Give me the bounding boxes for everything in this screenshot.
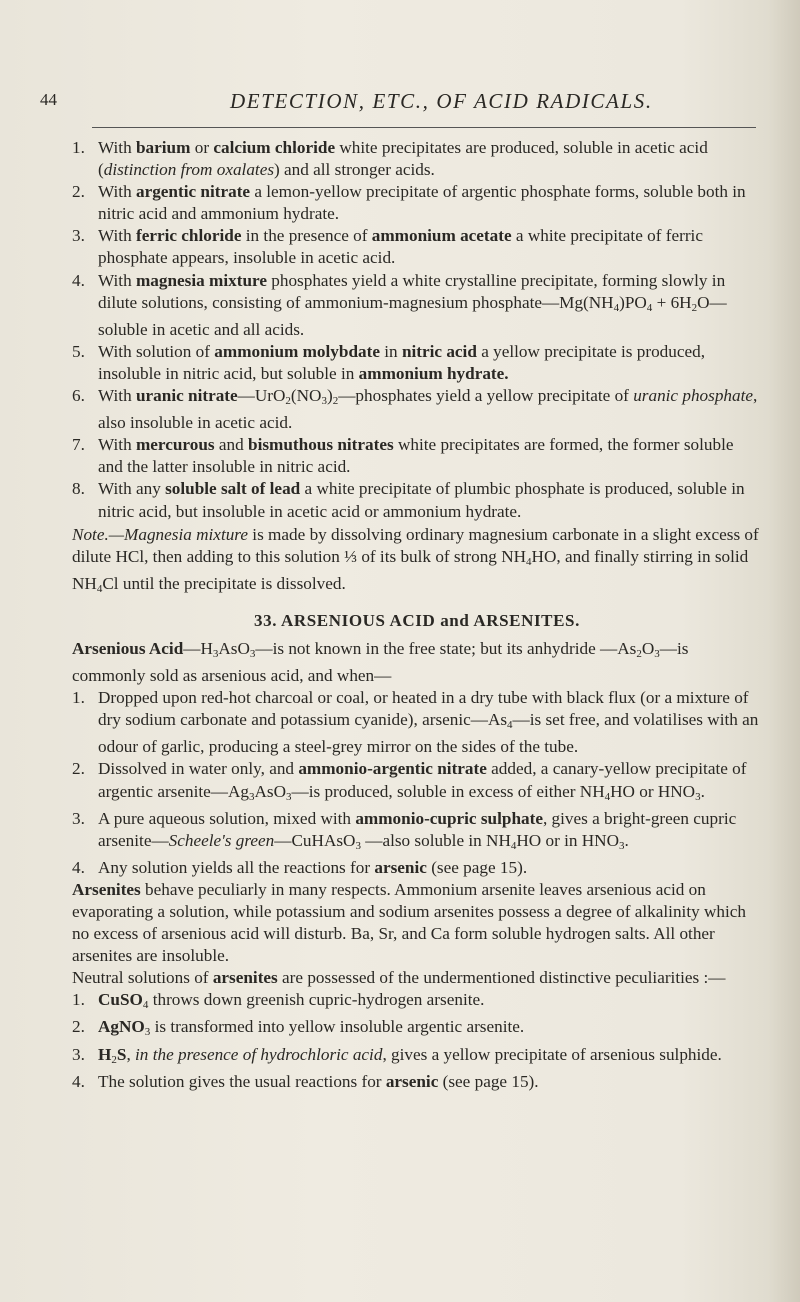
text-run: is made by dissolving ordinary magnesium carbonate in a slight excess of dilute HCl, then adding to this solution ⅓ of its bulk of strong NH — [72, 524, 759, 566]
item-number: 3. — [72, 808, 85, 828]
item-text — [98, 181, 762, 225]
text-run: , also insoluble in acetic acid. — [98, 386, 758, 433]
text-run: With — [98, 435, 136, 455]
text-run: in the presence of — [241, 226, 372, 246]
neutral-solutions-paragraph — [72, 967, 762, 989]
phosphate-reaction-item — [72, 137, 762, 181]
italic-term: Scheele's green — [168, 830, 275, 850]
item-text — [98, 385, 762, 434]
text-run: AsO — [218, 638, 250, 658]
item-number: 6. — [72, 386, 85, 406]
item-number: 5. — [72, 341, 85, 361]
bold-term: Arsenious Acid — [72, 638, 184, 658]
item-text — [98, 1016, 762, 1043]
bold-term: barium — [135, 138, 191, 157]
header-rule — [92, 127, 756, 128]
text-run: —also soluble in NH — [360, 830, 511, 850]
bold-term: ammonium molybdate — [214, 341, 380, 361]
bold-term: ammonio-cupric sulphate — [355, 808, 543, 828]
item-text — [98, 137, 762, 181]
arsenious-acid-intro — [72, 638, 762, 687]
item-number: 8. — [72, 479, 85, 499]
magnesia-note — [72, 524, 762, 600]
phosphate-reaction-item — [72, 341, 762, 385]
item-number: 3. — [72, 1044, 85, 1064]
text-run: Dissolved in water only, and — [98, 759, 299, 779]
text-run: —phosphates yield a yellow precipitate of — [338, 386, 634, 406]
text-run: Neutral solutions of — [72, 968, 213, 988]
bold-term: arsenic — [374, 857, 427, 877]
subscript: 4 — [604, 790, 611, 803]
item-text — [98, 1071, 762, 1093]
phosphate-reaction-item — [72, 478, 762, 522]
bold-term: ferric chloride — [135, 226, 242, 246]
text-run: AsO — [254, 781, 286, 801]
bold-term: bismuthous nitrates — [248, 435, 394, 455]
text-run: —is produced, soluble in excess of either NH — [291, 781, 605, 801]
item-number: 1. — [72, 138, 85, 157]
arsenite-reaction-item — [72, 1016, 762, 1043]
text-run: or — [190, 138, 214, 157]
arsenious-reaction-item — [72, 687, 762, 758]
bold-term: nitric acid — [401, 341, 477, 361]
text-run: (NO — [290, 386, 322, 406]
italic-term: distinction from oxalates — [103, 160, 275, 180]
page-header — [40, 90, 760, 120]
text-run: With — [98, 138, 136, 157]
item-number: 1. — [72, 990, 85, 1010]
text-run: (see page 15). — [438, 1071, 539, 1091]
text-run: a white precipitate of ferric phosphate appears, insoluble in acetic acid. — [98, 226, 703, 268]
text-run: —is not known in the free state; but its anhydride —As — [255, 638, 637, 658]
running-head: DETECTION, ETC., OF ACID RADICALS. — [230, 89, 653, 113]
item-text — [98, 808, 762, 857]
item-text — [98, 478, 762, 522]
item-text — [98, 687, 762, 758]
bold-term: ammonium acetate — [371, 226, 512, 246]
text-run: and — [214, 435, 249, 455]
bold-term: Arsenites — [72, 879, 141, 899]
bold-term: AgNO — [98, 1017, 145, 1037]
text-run: A pure aqueous solution, mixed with — [98, 808, 356, 828]
subscript: 3 — [321, 395, 327, 408]
subscript: 2 — [691, 301, 698, 314]
phosphate-reaction-item — [72, 181, 762, 225]
item-number: 1. — [72, 688, 85, 708]
subscript: 3 — [695, 790, 701, 803]
subscript: 3 — [144, 1026, 151, 1039]
text-run: phosphates yield a white crystalline precipitate, forming slowly in dilute solutions, consisting of ammonium-magnesium phosphate—Mg(NH — [98, 270, 726, 312]
text-run: a yellow precipitate is produced, insoluble in nitric acid, but soluble in — [98, 341, 706, 383]
text-run: a lemon-yellow precipitate of argentic phosphate forms, soluble both in nitric acid and ammonium hydrate. — [98, 182, 746, 224]
subscript: 3 — [212, 647, 219, 660]
text-run: added, a canary-yellow precipitate of argentic arsenite—Ag — [98, 759, 747, 801]
item-text — [98, 1044, 762, 1071]
text-run: . — [624, 830, 629, 850]
item-text — [98, 758, 762, 807]
item-text — [98, 270, 762, 341]
text-run: HO or HNO — [610, 781, 696, 801]
text-run: . — [700, 781, 705, 801]
text-run: is transformed into yellow insoluble argentic arsenite. — [150, 1017, 525, 1037]
subscript: 3 — [355, 839, 361, 852]
subscript: 4 — [613, 301, 620, 314]
item-number: 4. — [72, 857, 85, 877]
italic-term: uranic phosphate — [633, 386, 754, 406]
subscript: 3 — [619, 839, 625, 852]
text-run: —is commonly sold as arsenious acid, and when— — [72, 638, 689, 686]
bold-term: soluble salt of lead — [165, 479, 301, 499]
bold-term: S — [116, 1044, 127, 1064]
text-run: —CuHAsO — [274, 830, 356, 850]
subscript: 2 — [285, 395, 291, 408]
text-run: a white precipitate of plumbic phosphate is produced, soluble in nitric acid, but insoluble in acetic acid or ammonium hydrate. — [98, 479, 745, 521]
bold-term: calcium chloride — [213, 138, 336, 157]
text-run: are possessed of the undermentioned distinctive peculiarities :— — [277, 968, 726, 988]
text-run: HO, and finally stirring in solid NH — [72, 546, 749, 593]
bold-term: CuSO — [98, 990, 143, 1010]
arsenious-reaction-item — [72, 808, 762, 857]
text-run: With — [98, 226, 136, 246]
bold-term: argentic nitrate — [135, 182, 251, 202]
subscript: 4 — [142, 999, 149, 1012]
bold-term: H — [98, 1044, 112, 1064]
item-number: 4. — [72, 1071, 85, 1091]
item-number: 7. — [72, 435, 85, 455]
subscript: 2 — [636, 647, 642, 660]
subscript: 3 — [248, 790, 255, 803]
text-run: —is set free, and volatilises with an odour of garlic, producing a steel-grey mirror on the sides of the tube. — [98, 710, 759, 757]
text-run: With any — [98, 479, 166, 499]
text-run: )PO — [619, 292, 647, 312]
arsenious-reaction-item — [72, 758, 762, 807]
bold-term: arsenites — [212, 968, 278, 988]
text-run: Cl until the precipitate is dissolved. — [102, 573, 346, 593]
phosphate-reaction-item — [72, 270, 762, 341]
item-number: 4. — [72, 270, 85, 290]
item-number: 3. — [72, 226, 85, 246]
text-run: With — [98, 182, 136, 202]
text-run: With — [98, 386, 136, 406]
text-run: Dropped upon red-hot charcoal or coal, or heated in a dry tube with black flux (or a mixture of dry sodium carbonate and potassium cyanide), arsenic—As — [98, 688, 749, 730]
text-run: O—soluble in acetic and all acids. — [98, 292, 727, 339]
phosphate-reaction-item — [72, 225, 762, 269]
text-run: behave peculiarly in many respects. Ammonium arsenite leaves arsenious acid on evaporating a solution, while potassium and sodium arsenites possess a degree of alkalinity which no excess of arsenious acid will disturb. Ba, Sr, and Ca form soluble hydrogen salts. All other arsenites are insoluble. — [72, 879, 746, 966]
arsenites-paragraph — [72, 879, 762, 967]
italic-term: in the presence of hydrochloric acid — [135, 1044, 383, 1064]
arsenite-reaction-item — [72, 1071, 762, 1093]
text-run: The solution gives the usual reactions for — [98, 1071, 386, 1091]
phosphate-reactions-list — [72, 137, 762, 523]
text-run: O — [641, 638, 655, 658]
bold-term: ammonio-argentic nitrate — [298, 759, 487, 779]
text-run: Any solution yields all the reactions for — [98, 857, 375, 877]
arsenite-reactions-list — [72, 989, 762, 1092]
subscript: 4 — [510, 839, 517, 852]
text-run: , gives a bright-green cupric arsenite— — [98, 808, 737, 850]
text-run: —UrO — [237, 386, 286, 406]
text-run: With — [98, 270, 136, 290]
item-text — [98, 989, 762, 1016]
bold-term: mercurous — [135, 435, 215, 455]
section-title: 33. ARSENIOUS ACID and ARSENITES. — [254, 610, 580, 630]
subscript: 2 — [332, 395, 339, 408]
bold-term: arsenic — [385, 1071, 439, 1091]
arsenite-reaction-item — [72, 1044, 762, 1071]
subscript: 2 — [111, 1053, 117, 1066]
page-body — [72, 137, 762, 1093]
item-text — [98, 225, 762, 269]
text-run: in — [379, 341, 402, 361]
text-run: , — [126, 1044, 136, 1064]
subscript: 3 — [286, 790, 292, 803]
text-run: throws down greenish cupric-hydrogen arsenite. — [148, 990, 485, 1010]
text-run: HO or in HNO — [516, 830, 619, 850]
bold-term: magnesia mixture — [135, 270, 267, 290]
subscript: 4 — [526, 555, 532, 568]
text-run: ) and all stronger acids. — [274, 160, 435, 180]
subscript: 4 — [646, 301, 653, 314]
text-run: —H — [183, 638, 213, 658]
item-number: 2. — [72, 182, 85, 202]
arsenite-reaction-item — [72, 989, 762, 1016]
text-run: , gives a yellow precipitate of arsenious sulphide. — [382, 1044, 722, 1064]
arsenious-reaction-item — [72, 857, 762, 879]
bold-term: ammonium hydrate. — [358, 363, 509, 383]
subscript: 4 — [96, 582, 103, 595]
italic-term: Note.—Magnesia mixture — [72, 524, 248, 544]
subscript: 3 — [249, 647, 256, 660]
item-text — [98, 857, 762, 879]
text-run: white precipitates are produced, soluble in acetic acid ( — [98, 138, 708, 180]
bold-term: uranic nitrate — [135, 386, 238, 406]
text-run: ) — [326, 386, 333, 406]
arsenious-reactions-list — [72, 687, 762, 879]
text-run: (see page 15). — [426, 857, 528, 877]
text-run: + 6H — [652, 292, 692, 312]
text-run: With solution of — [98, 341, 215, 361]
phosphate-reaction-item — [72, 434, 762, 478]
item-number: 2. — [72, 759, 85, 779]
text-run: white precipitates are formed, the former soluble and the latter insoluble in nitric acid. — [98, 435, 734, 477]
item-text — [98, 434, 762, 478]
phosphate-reaction-item — [72, 385, 762, 434]
item-number: 2. — [72, 1017, 85, 1037]
page-number: 44 — [40, 90, 57, 109]
subscript: 4 — [507, 719, 513, 732]
item-text — [98, 341, 762, 385]
subscript: 3 — [654, 647, 660, 660]
